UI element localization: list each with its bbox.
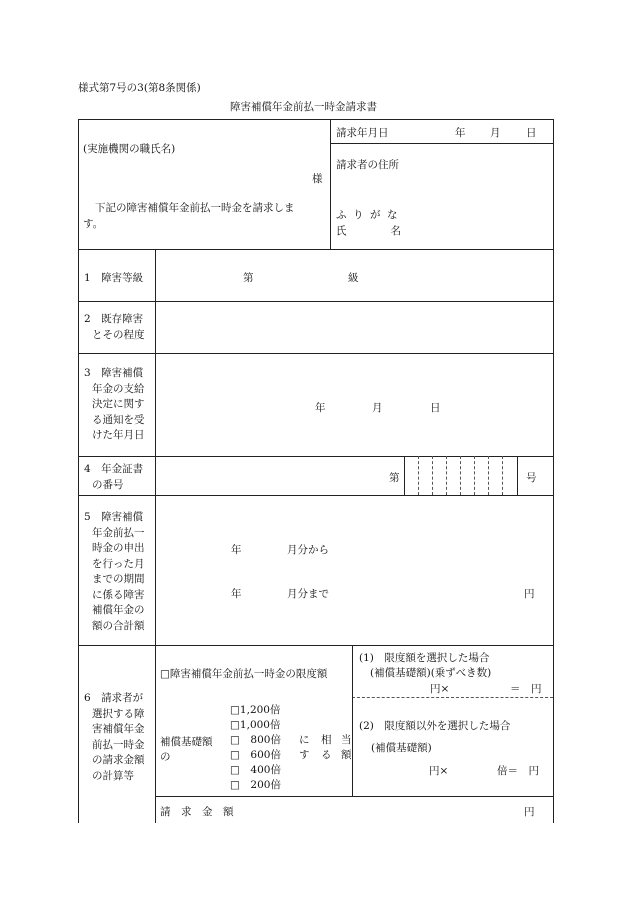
grade-prefix: 第 <box>243 272 254 284</box>
request-sentence-cont: す。 <box>83 218 104 230</box>
request-date-year[interactable]: 年 <box>455 127 466 139</box>
furigana-label: ふ り が な <box>336 209 398 221</box>
equiv-char: 額 <box>341 749 352 761</box>
multiple-200-checkbox[interactable]: □ 200倍 <box>230 779 281 791</box>
case1-subtitle: (補償基礎額)(乗ずべき数) <box>370 667 492 679</box>
form-number: 様式第7号の3(第8条関係) <box>78 82 201 94</box>
honorific: 様 <box>312 173 323 185</box>
certificate-label: 4 年金証書 の番号 <box>84 463 144 491</box>
total-yen: 円 <box>524 588 535 600</box>
equiv-char: に <box>299 734 310 746</box>
equiv-char: 当 <box>341 734 352 746</box>
multiple-1000-checkbox[interactable]: □1,000倍 <box>230 719 281 731</box>
case2-subtitle: (補償基礎額) <box>371 742 432 754</box>
recipient-label: (実施機関の職氏名) <box>83 143 176 155</box>
multiple-800-checkbox[interactable]: □ 800倍 <box>230 734 281 746</box>
decision-year[interactable]: 年 <box>315 402 326 414</box>
total-to-month[interactable]: 月分まで <box>287 588 329 600</box>
equiv-char: る <box>321 749 332 761</box>
limit-checkbox[interactable]: □障害補償年金前払一時金の限度額 <box>160 668 328 680</box>
certificate-suffix: 号 <box>526 472 537 484</box>
base-amount-label: 補償基礎額 <box>160 736 213 748</box>
address-label: 請求者の住所 <box>336 159 399 171</box>
grade-suffix: 級 <box>348 272 359 284</box>
multiple-1200-checkbox[interactable]: □1,200倍 <box>230 704 281 716</box>
decision-month[interactable]: 月 <box>372 402 383 414</box>
multiple-400-checkbox[interactable]: □ 400倍 <box>230 764 281 776</box>
request-date-day[interactable]: 日 <box>526 127 537 139</box>
case2-equals: 倍＝ 円 <box>497 765 539 777</box>
name-label: 氏 名 <box>336 225 401 237</box>
case1-title: (1) 限度額を選択した場合 <box>359 652 490 664</box>
multiple-600-checkbox[interactable]: □ 600倍 <box>230 749 281 761</box>
case2-yen-times: 円× <box>429 765 449 777</box>
request-amount-label: 請 求 金 額 <box>160 806 234 818</box>
total-from-year[interactable]: 年 <box>231 544 242 556</box>
base-amount-label-cont: の <box>160 751 171 763</box>
certificate-prefix: 第 <box>389 472 400 484</box>
request-date-label: 請求年月日 <box>336 127 389 139</box>
case1-yen-times: 円× <box>430 683 450 695</box>
total-from-month[interactable]: 月分から <box>287 544 329 556</box>
decision-day[interactable]: 日 <box>430 402 441 414</box>
existing-disability-label: 2 既存障害 とその程度 <box>84 313 145 341</box>
equiv-char: 相 <box>321 734 332 746</box>
request-amount-yen: 円 <box>524 806 535 818</box>
grade-label: 1 障害等級 <box>84 272 144 284</box>
request-sentence: 下記の障害補償年金前払一時金を請求しま <box>95 202 295 214</box>
equiv-char: す <box>299 749 310 761</box>
total-label: 5 障害補償 年金前払一 時金の申出 を行った月 までの期間 に係る障害 補償年金の 額の合計額 <box>84 511 145 632</box>
calc-label: 6 請求者が 選択する障 害補償年金 前払一時金 の請求金額 の計算等 <box>84 692 145 782</box>
form-title: 障害補償年金前払一時金請求書 <box>230 101 377 113</box>
request-date-month[interactable]: 月 <box>490 127 501 139</box>
decision-date-label: 3 障害補償 年金の支給 決定に関す る通知を受 けた年月日 <box>84 367 145 441</box>
case1-equals: ＝ 円 <box>510 683 542 695</box>
case2-title: (2) 限度額以外を選択した場合 <box>359 720 511 732</box>
total-to-year[interactable]: 年 <box>231 588 242 600</box>
